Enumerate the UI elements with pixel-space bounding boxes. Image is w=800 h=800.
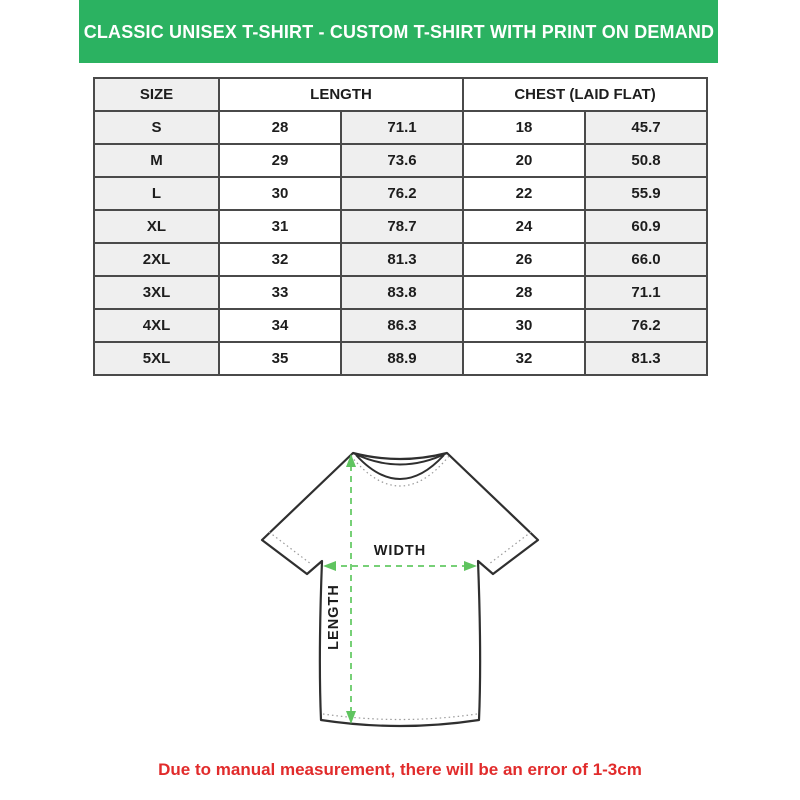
cell-chest-cm: 66.0 (585, 243, 707, 276)
cell-chest-in: 20 (463, 144, 585, 177)
cell-size: 5XL (94, 342, 219, 375)
cell-length-in: 34 (219, 309, 341, 342)
cell-chest-in: 22 (463, 177, 585, 210)
title-banner (79, 0, 718, 63)
table-row (94, 309, 707, 342)
cell-length-cm: 83.8 (341, 276, 463, 309)
cell-length-cm: 81.3 (341, 243, 463, 276)
page-title: CLASSIC UNISEX T-SHIRT - CUSTOM T-SHIRT WITH PRINT ON DEMAND (83, 20, 714, 42)
tshirt-diagram (250, 443, 550, 738)
tshirt-outline (262, 453, 538, 726)
cell-size: 2XL (94, 243, 219, 276)
table-row (94, 111, 707, 144)
cell-length-in: 33 (219, 276, 341, 309)
cell-size: XL (94, 210, 219, 243)
header-row (94, 78, 707, 111)
cell-length-cm: 73.6 (341, 144, 463, 177)
cell-size: S (94, 111, 219, 144)
table-row (94, 210, 707, 243)
cell-chest-in: 30 (463, 309, 585, 342)
cell-length-in: 29 (219, 144, 341, 177)
cell-length-cm: 86.3 (341, 309, 463, 342)
length-label: LENGTH (326, 584, 342, 650)
cell-length-cm: 71.1 (341, 111, 463, 144)
column-header-chest: CHEST (LAID FLAT) (463, 78, 707, 111)
cell-chest-cm: 50.8 (585, 144, 707, 177)
cell-chest-cm: 76.2 (585, 309, 707, 342)
cell-chest-in: 24 (463, 210, 585, 243)
cell-chest-cm: 45.7 (585, 111, 707, 144)
column-header-length: LENGTH (219, 78, 463, 111)
cell-chest-cm: 60.9 (585, 210, 707, 243)
cell-length-cm: 78.7 (341, 210, 463, 243)
cell-size: 3XL (94, 276, 219, 309)
table-row (94, 243, 707, 276)
cell-chest-in: 26 (463, 243, 585, 276)
cell-length-in: 31 (219, 210, 341, 243)
size-chart (93, 77, 706, 376)
cell-length-cm: 76.2 (341, 177, 463, 210)
cell-size: 4XL (94, 309, 219, 342)
measurement-note: Due to manual measurement, there will be an error of 1-3cm (158, 760, 642, 779)
cell-chest-in: 28 (463, 276, 585, 309)
table-row (94, 276, 707, 309)
cell-length-in: 32 (219, 243, 341, 276)
cell-length-in: 28 (219, 111, 341, 144)
cell-chest-cm: 81.3 (585, 342, 707, 375)
table-row (94, 177, 707, 210)
column-header-size: SIZE (94, 78, 219, 111)
width-label: WIDTH (373, 543, 427, 559)
cell-chest-in: 32 (463, 342, 585, 375)
table-row (94, 144, 707, 177)
cell-size: M (94, 144, 219, 177)
cell-length-in: 35 (219, 342, 341, 375)
cell-chest-cm: 55.9 (585, 177, 707, 210)
cell-length-cm: 88.9 (341, 342, 463, 375)
cell-chest-in: 18 (463, 111, 585, 144)
table-row (94, 342, 707, 375)
size-chart-table (93, 77, 708, 376)
cell-chest-cm: 71.1 (585, 276, 707, 309)
cell-size: L (94, 177, 219, 210)
cell-length-in: 30 (219, 177, 341, 210)
